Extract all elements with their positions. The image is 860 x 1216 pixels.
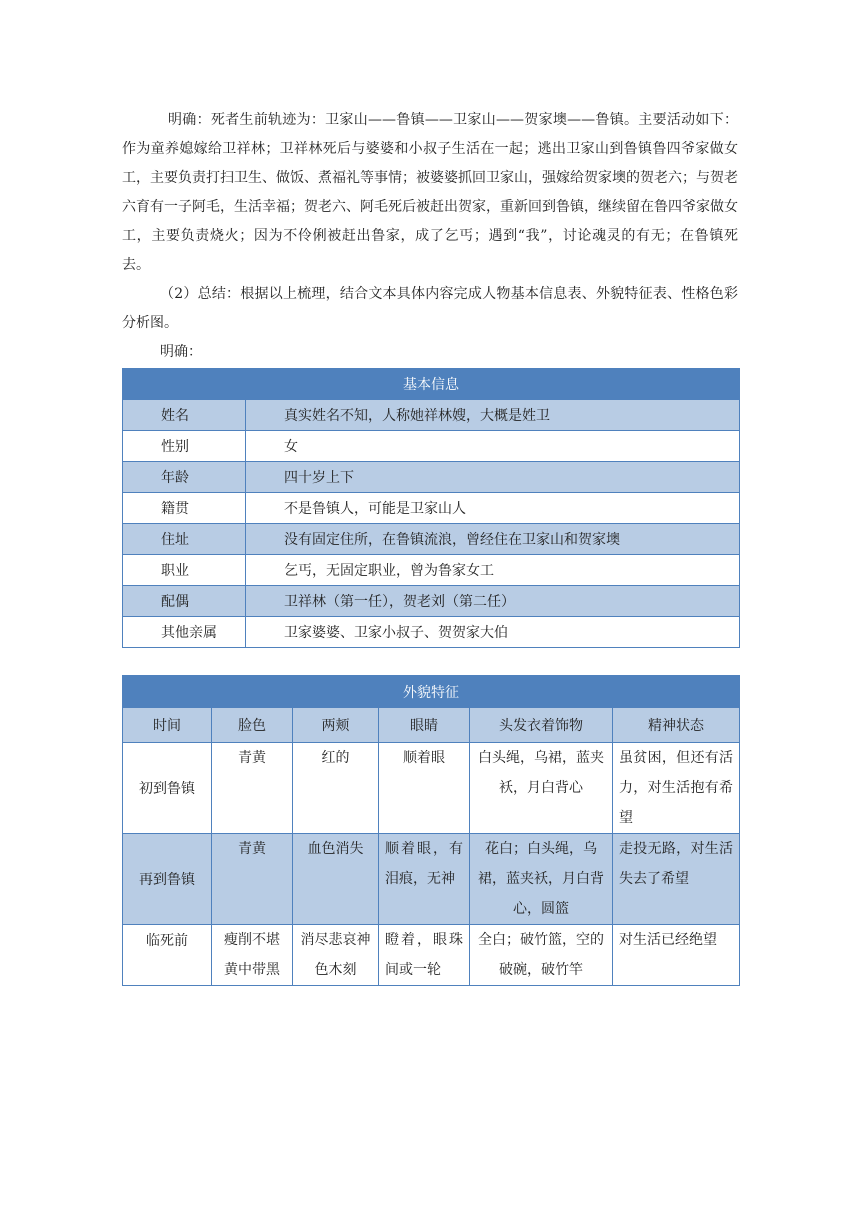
column-header: 头发衣着饰物 bbox=[470, 708, 613, 743]
row-value: 乞丐，无固定职业，曾为鲁家女工 bbox=[246, 555, 740, 586]
cheeks-cell: 红的 bbox=[293, 743, 379, 834]
appearance-title: 外貌特征 bbox=[123, 676, 740, 708]
table-row bbox=[123, 617, 740, 648]
column-header: 脸色 bbox=[212, 708, 293, 743]
column-header: 精神状态 bbox=[613, 708, 740, 743]
attire-cell: 白头绳，乌裙，蓝夹袄，月白背心 bbox=[470, 743, 613, 834]
row-key: 其他亲属 bbox=[123, 617, 246, 648]
table-row bbox=[123, 462, 740, 493]
cheeks-cell: 血色消失 bbox=[293, 834, 379, 925]
row-key: 性别 bbox=[123, 431, 246, 462]
summary-paragraph: （2）总结：根据以上梳理，结合文本具体内容完成人物基本信息表、外貌特征表、性格色彩分析图。 bbox=[122, 286, 738, 331]
time-cell: 再到鲁镇 bbox=[123, 834, 212, 925]
appearance-table bbox=[122, 675, 740, 986]
spirit-cell: 虽贫困，但还有活力，对生活抱有希望 bbox=[613, 743, 740, 834]
column-header: 时间 bbox=[123, 708, 212, 743]
eyes-cell: 顺着眼，有泪痕，无神 bbox=[379, 834, 470, 925]
eyes-cell: 瞪着，眼珠间或一轮 bbox=[379, 925, 470, 986]
eyes-cell: 顺着眼 bbox=[379, 743, 470, 834]
answer-label: 明确： bbox=[160, 344, 202, 360]
intro-text bbox=[122, 106, 738, 367]
face-cell: 青黄 bbox=[212, 834, 293, 925]
table-row bbox=[123, 431, 740, 462]
row-value: 没有固定住所，在鲁镇流浪，曾经住在卫家山和贺家墺 bbox=[246, 524, 740, 555]
table-row bbox=[123, 400, 740, 431]
time-cell: 初到鲁镇 bbox=[123, 743, 212, 834]
table-row bbox=[123, 743, 740, 834]
table-row bbox=[123, 834, 740, 925]
table-row bbox=[123, 586, 740, 617]
time-cell: 临死前 bbox=[123, 925, 212, 986]
column-header: 两颊 bbox=[293, 708, 379, 743]
header-row bbox=[123, 708, 740, 743]
row-value: 不是鲁镇人，可能是卫家山人 bbox=[246, 493, 740, 524]
row-value: 女 bbox=[246, 431, 740, 462]
row-value: 卫家婆婆、卫家小叔子、贺贺家大伯 bbox=[246, 617, 740, 648]
row-value: 卫祥林（第一任），贺老刘（第二任） bbox=[246, 586, 740, 617]
row-key: 年龄 bbox=[123, 462, 246, 493]
table-row bbox=[123, 524, 740, 555]
row-key: 姓名 bbox=[123, 400, 246, 431]
column-header: 眼睛 bbox=[379, 708, 470, 743]
row-key: 籍贯 bbox=[123, 493, 246, 524]
table-row bbox=[123, 925, 740, 986]
face-cell: 瘦削不堪黄中带黑 bbox=[212, 925, 293, 986]
attire-cell: 全白；破竹篮，空的破碗，破竹竿 bbox=[470, 925, 613, 986]
table-row bbox=[123, 493, 740, 524]
row-key: 配偶 bbox=[123, 586, 246, 617]
attire-cell: 花白；白头绳，乌裙，蓝夹袄，月白背心，圆篮 bbox=[470, 834, 613, 925]
spirit-cell: 走投无路，对生活失去了希望 bbox=[613, 834, 740, 925]
table-row bbox=[123, 555, 740, 586]
row-value: 四十岁上下 bbox=[246, 462, 740, 493]
row-key: 住址 bbox=[123, 524, 246, 555]
trajectory-paragraph: 明确：死者生前轨迹为：卫家山——鲁镇——卫家山——贺家墺——鲁镇。主要活动如下：作为童养媳嫁给卫祥林；卫祥林死后与婆婆和小叔子生活在一起；逃出卫家山到鲁镇鲁四爷家做女工，主要负责打扫卫生、做饭、煮福礼等事情；被婆婆抓回卫家山，强嫁给贺家墺的贺老六；与贺老六育有一子阿毛，生活幸福；贺老六、阿毛死后被赶出贺家，重新回到鲁镇，继续留在鲁四爷家做女工，主要负责烧火；因为不伶俐被赶出鲁家，成了乞丐；遇到“我”，讨论魂灵的有无；在鲁镇死去。 bbox=[122, 112, 738, 273]
row-value: 真实姓名不知，人称她祥林嫂，大概是姓卫 bbox=[246, 400, 740, 431]
cheeks-cell: 消尽悲哀神色木刻 bbox=[293, 925, 379, 986]
basic-info-table bbox=[122, 368, 740, 648]
row-key: 职业 bbox=[123, 555, 246, 586]
spirit-cell: 对生活已经绝望 bbox=[613, 925, 740, 986]
basic-info-title: 基本信息 bbox=[123, 369, 740, 400]
face-cell: 青黄 bbox=[212, 743, 293, 834]
